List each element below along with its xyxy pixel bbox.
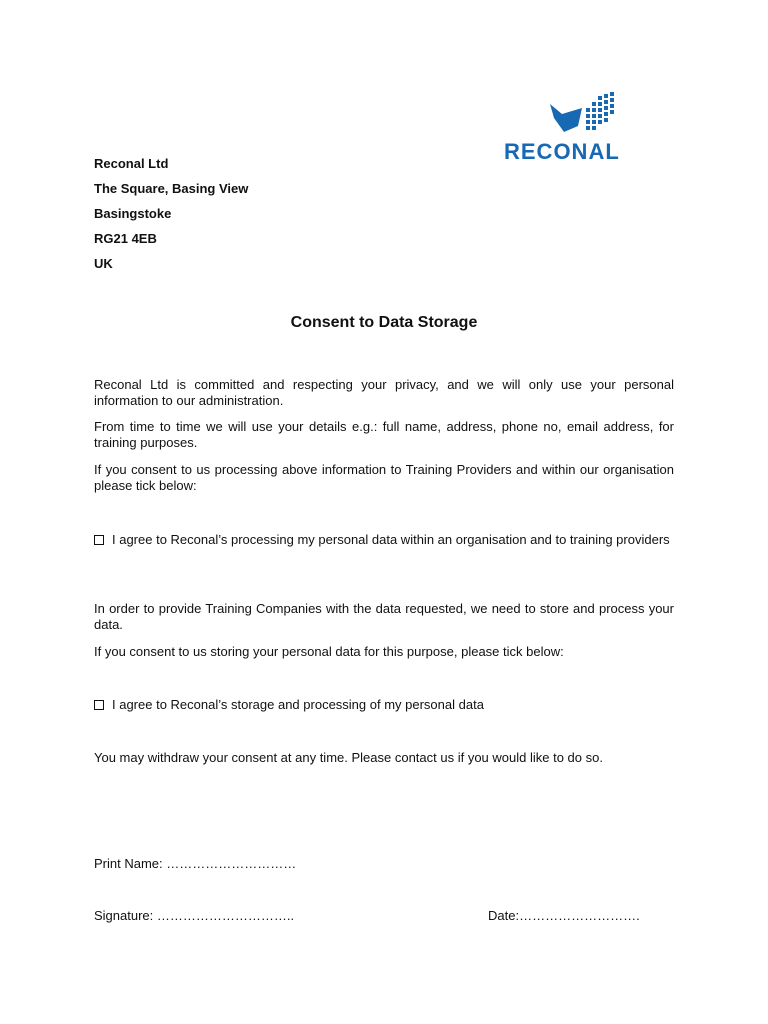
address-town: Basingstoke — [94, 206, 172, 221]
consent-instruction-1: If you consent to us processing above information to Training Providers and within our organisation please tick below: — [94, 462, 674, 493]
date-field[interactable]: Date:………………………. — [488, 908, 640, 923]
consent-label-1: I agree to Reconal’s processing my personal data within an organisation and to training providers — [112, 532, 670, 547]
consent-instruction-2: If you consent to us storing your personal data for this purpose, please tick below: — [94, 644, 564, 659]
storage-paragraph: In order to provide Training Companies with the data requested, we need to store and process your data. — [94, 601, 674, 632]
consent-item-1 — [94, 532, 674, 548]
document-title: Consent to Data Storage — [290, 314, 478, 331]
usage-paragraph: From time to time we will use your details e.g.: full name, address, phone no, email address, for training purposes. — [94, 419, 674, 450]
privacy-paragraph: Reconal Ltd is committed and respecting your privacy, and we will only use your personal information to our administration. — [94, 377, 674, 408]
print-name-field[interactable]: Print Name: ………………………… — [94, 856, 297, 871]
address-postcode: RG21 4EB — [94, 231, 157, 246]
reconal-logo — [504, 92, 664, 164]
address-street: The Square, Basing View — [94, 181, 249, 196]
logo-wordmark: RECONAL — [504, 139, 620, 164]
logo-mark-icon — [504, 92, 664, 140]
consent-checkbox-1[interactable] — [94, 535, 104, 545]
address-company: Reconal Ltd — [94, 156, 169, 171]
consent-item-2 — [94, 697, 674, 713]
withdraw-note: You may withdraw your consent at any time. Please contact us if you would like to do so. — [94, 750, 603, 765]
consent-checkbox-2[interactable] — [94, 700, 104, 710]
address-country: UK — [94, 256, 113, 271]
consent-label-2: I agree to Reconal’s storage and processing of my personal data — [112, 697, 484, 712]
signature-field[interactable]: Signature: ………………………….. — [94, 908, 295, 923]
